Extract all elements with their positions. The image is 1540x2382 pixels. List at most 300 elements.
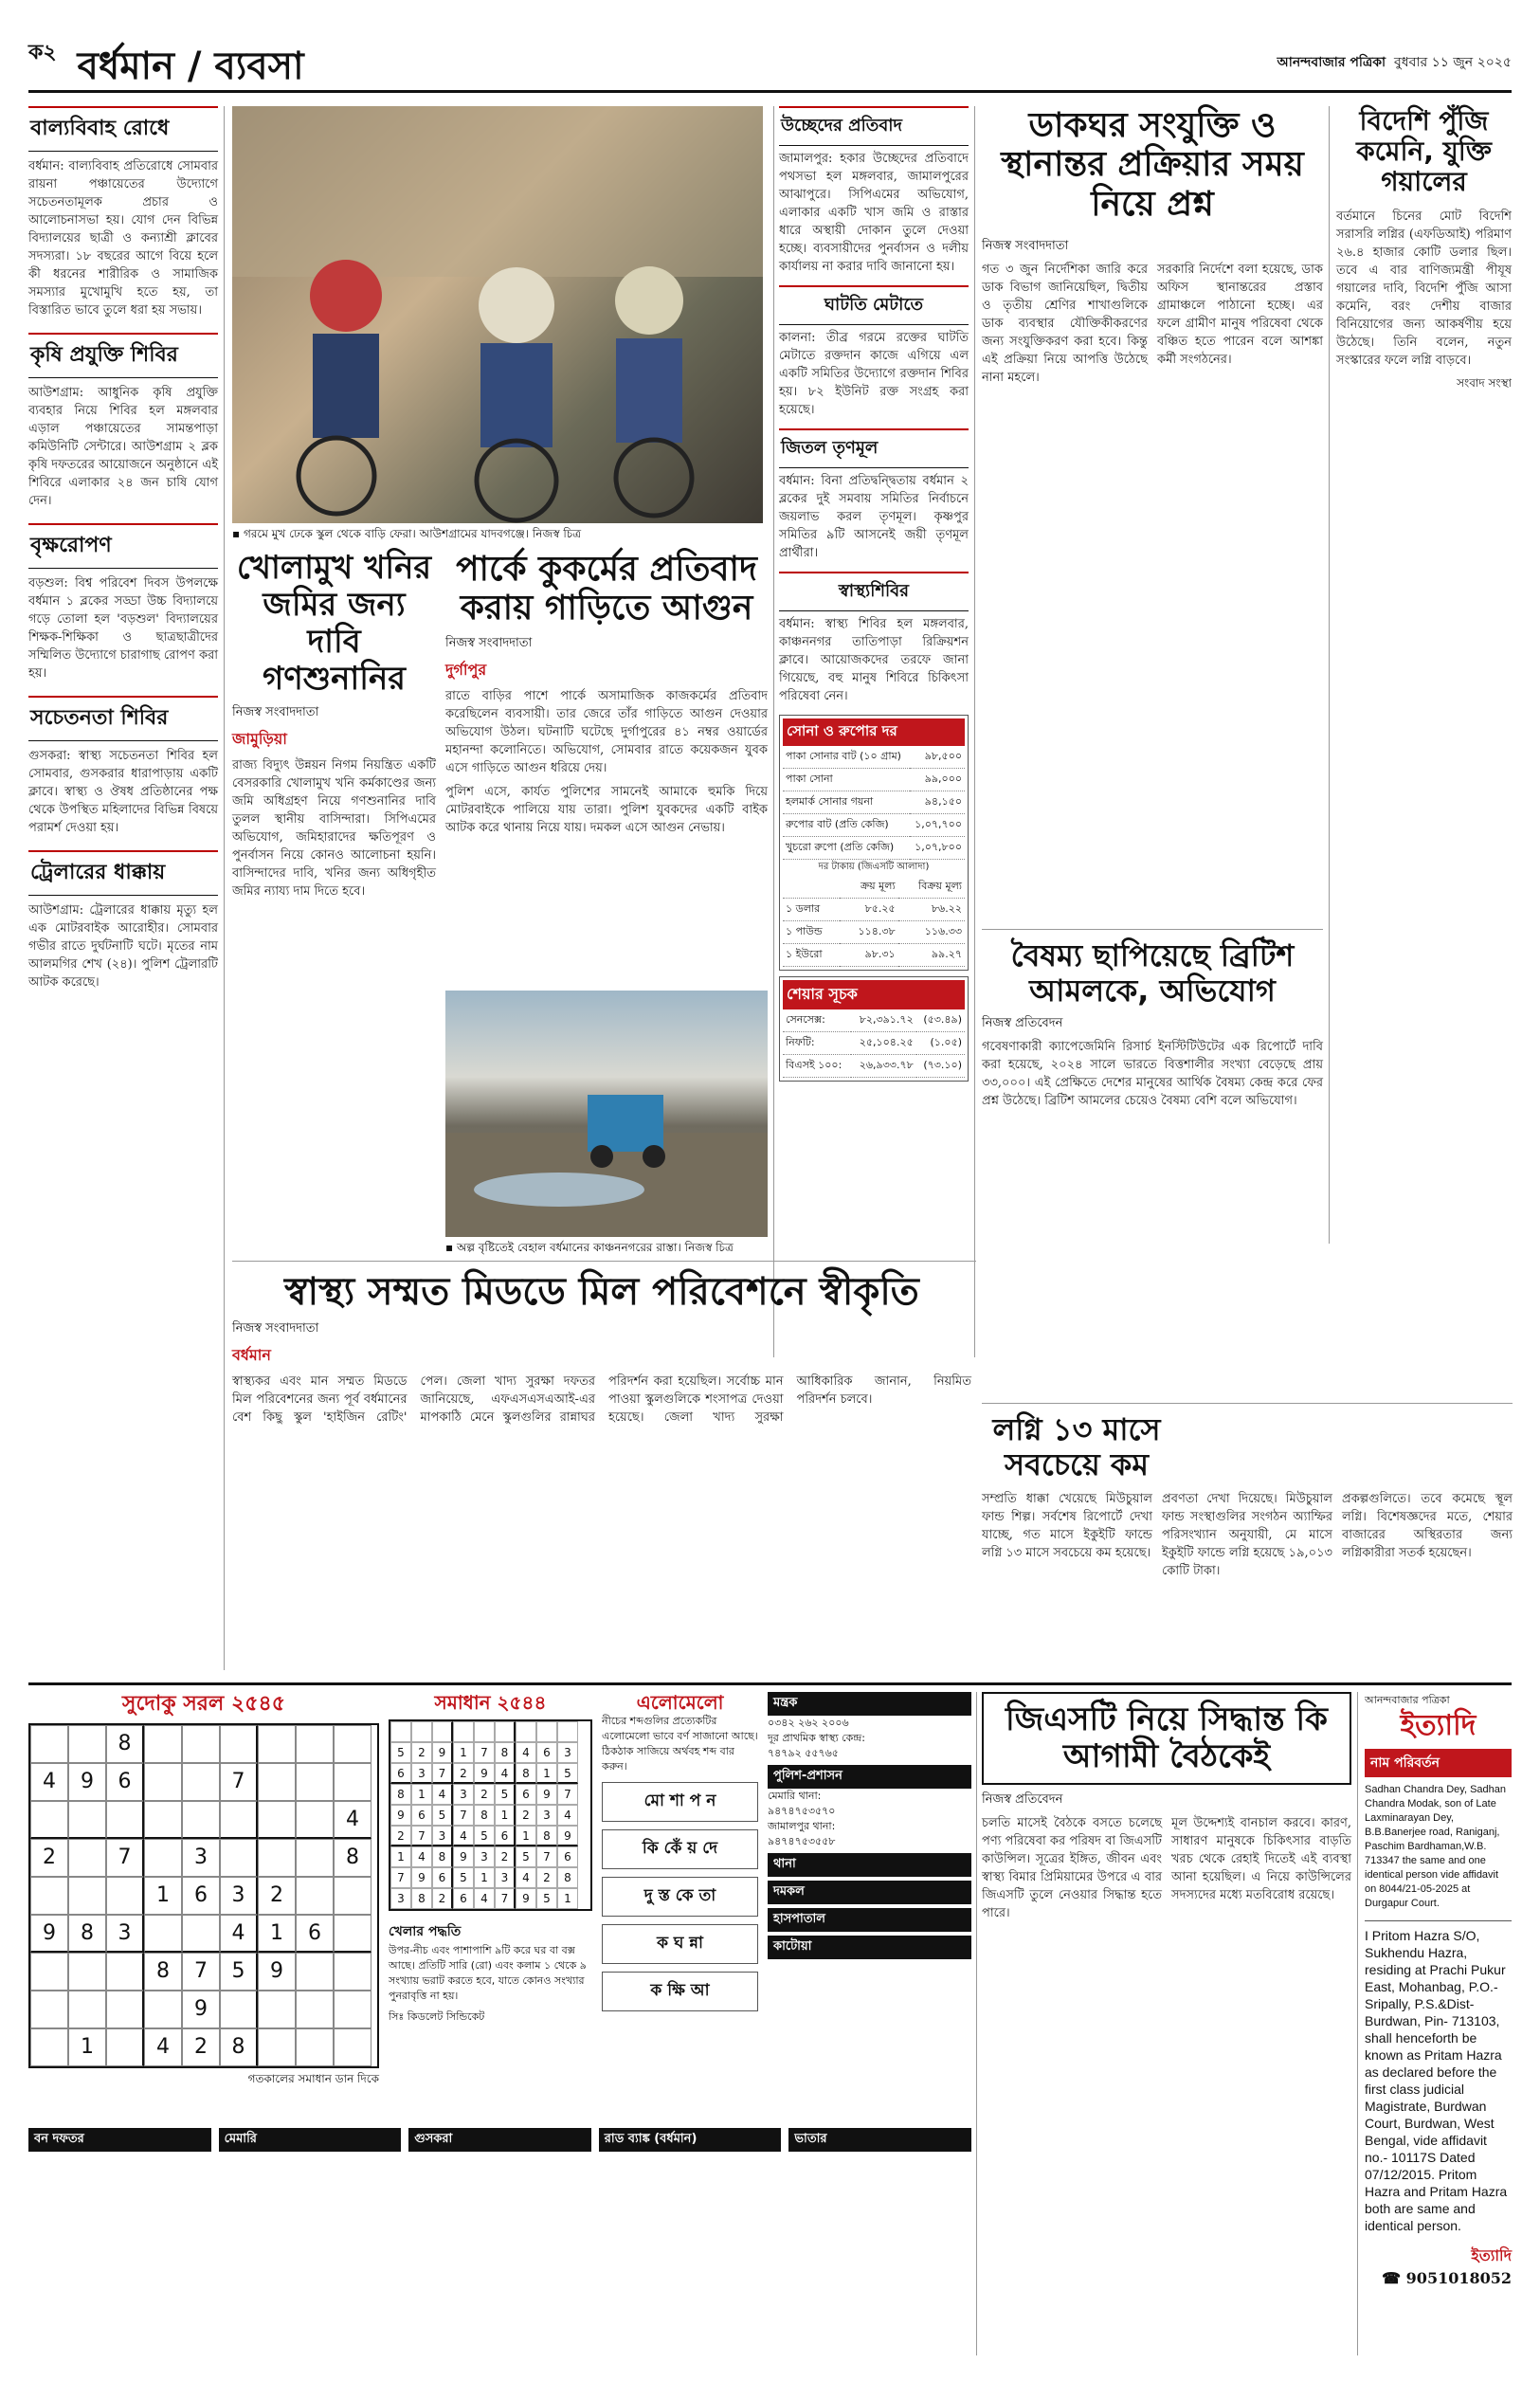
- solution-cell: 8: [474, 1805, 495, 1826]
- share-index-table: [783, 1009, 965, 1078]
- sudoku-cell[interactable]: 2: [258, 1877, 296, 1915]
- story-body: বর্তমানে চিনের মোট বিদেশি সরাসরি লগ্নির (এফডিআই) পরিমাণ ২৬.৪ হাজার কোটি ডলার ছিল। তবে এ বার বাণিজ্যমন্ত্রী পীযূষ গয়ালের দাবি, বিদেশি পুঁজি আসা কমেনি, বরং দেশীয় বাজার বিনিয়োগের জন্য আকর্ষণীয় হয়ে উঠেছে। তিনি বলেন, নতুন সংস্কারের ফলে লগ্নি বাড়বে।: [1336, 209, 1512, 368]
- sudoku-cell[interactable]: 2: [182, 2028, 220, 2066]
- solution-cell: 2: [453, 1763, 474, 1784]
- alomelo-word: দু স্ত কে তা: [602, 1877, 758, 1917]
- solution-cell: 2: [474, 1784, 495, 1805]
- solution-cell: 5: [453, 1867, 474, 1888]
- sudoku-cell[interactable]: [68, 1953, 106, 1991]
- index-change: (১.০৫): [916, 1032, 965, 1055]
- solution-cell: 3: [536, 1805, 557, 1826]
- share-row: [783, 1009, 965, 1032]
- brief-body: বর্ধমান: বাল্যবিবাহ প্রতিরোধে সোমবার রায়না পঞ্চায়েতের উদ্যোগে সচেতনতামূলক প্রচার ও আলোচনাসভা হয়। যোগ দেন বিভিন্ন বিদ্যালয়ের ছাত্রী ও কন্যাশ্রী ক্লাবের সদস্যরা। ১৮ বছরের আগে বিয়ে হলে কী ধরনের শারীরিক ও সামাজিক সমস্যার মুখোমুখি হতে হয়, তা বিস্তারিত ভাবে তুলে ধরা হয় সভায়।: [28, 159, 218, 318]
- story-baishamya: [982, 938, 1323, 1110]
- brief-body: কালনা: তীব্র গরমে রক্তের ঘাটতি মেটাতে রক্তদান কাজে এগিয়ে এল একটি সমিতির উদ্যোগে রক্তদান শিবির হয়। ৮২ ইউনিট রক্ত সংগ্রহ করা হয়েছে।: [779, 331, 969, 417]
- dateline: বর্ধমান: [232, 1346, 271, 1364]
- sudoku-cell[interactable]: 8: [106, 1725, 144, 1763]
- headline: খোলামুখ খনির জমির জন্য দাবি গণশুনানির: [236, 549, 432, 699]
- sudoku-cell[interactable]: 9: [68, 1763, 106, 1801]
- gold-row: [783, 769, 965, 791]
- solution-cell: 6: [536, 1742, 557, 1763]
- solution-title: সমাধান ২৫৪৪: [434, 1691, 547, 1714]
- photo-caption: ▪ অল্প বৃষ্টিতেই বেহাল বর্ধমানের কাঞ্চননগরের রাস্তা। নিজস্ব চিত্র: [445, 1241, 734, 1254]
- sudoku-cell[interactable]: [296, 1839, 334, 1877]
- dir-head: রাড ব্যাঙ্ক (বর্ধমান): [599, 2128, 782, 2152]
- solution-cell: 4: [557, 1805, 578, 1826]
- gold-label: পাকা সোনার বাট (১০ গ্রাম): [783, 746, 910, 769]
- solution-cell: 1: [390, 1846, 411, 1867]
- solution-cell: 6: [411, 1805, 432, 1826]
- solution-cell: 7: [453, 1805, 474, 1826]
- solution-cell: 3: [557, 1742, 578, 1763]
- name-change-notice: Sadhan Chandra Dey, Sadhan Chandra Modak, son of Late Laxminarayan Dey, B.B.Banerjee road, Raniganj, Paschim Bardhaman,W.B. 713347 the same and one identical person vide affidavit on 8044/21-05-2025 at Durgapur Court.: [1365, 1783, 1507, 1909]
- dateline: জামুড়িয়া: [232, 730, 287, 749]
- sudoku-cell[interactable]: [220, 1725, 258, 1763]
- solution-cell: [432, 1721, 453, 1742]
- dir-head: ভাতার: [788, 2128, 971, 2152]
- name-change-notice: I Pritom Hazra S/O, Sukhendu Hazra, residing at Prachi Pukur East, Mohanbag, P.O.- Sripally, P.S.&Dist- Burdwan, Pin- 713103, shall henceforth be known as Pritam Hazra as declared before the first class judicial Magistrate, Burdwan Court, Burdwan, West Bengal, vide affidavit no.- 10117S Dated 07/12/2015. Pritom Hazra and Pritam Hazra both are same and identical person.: [1365, 1920, 1512, 2234]
- sudoku-cell[interactable]: 4: [30, 1763, 68, 1801]
- index-value: ২৬,৯৩৩.৭৮: [851, 1055, 916, 1078]
- brief-head: জিতল তৃণমূল: [779, 428, 969, 468]
- solution-cell: 2: [390, 1826, 411, 1846]
- fx-rate-table: [783, 876, 965, 967]
- dir-line: দূর প্রাথমিক স্বাস্থ্য কেন্দ্র:: [768, 1732, 865, 1744]
- solution-cell: 1: [495, 1805, 516, 1826]
- brief-body: আউশগ্রাম: আধুনিক কৃষি প্রযুক্তি ব্যবহার নিয়ে শিবির হল মঙ্গলবার এড়াল পঞ্চায়েতের সামন্তপাড়া কমিউনিটি সেন্টারে। আউশগ্রাম ২ ব্লক কৃষি দফতরের আয়োজনে অনুষ্ঠানে এই শিবিরে এলাকার ২৪ জন চাষি যোগ দেন।: [28, 386, 218, 508]
- notice-band: নাম পরিবর্তন: [1365, 1749, 1512, 1777]
- story-dakghar: [982, 106, 1323, 387]
- gold-value: ৯৪,১৫০: [910, 791, 965, 814]
- solution-cell: 6: [516, 1784, 536, 1805]
- headline: পার্কে কুকর্মের প্রতিবাদ করায় গাড়িতে আগুন: [456, 550, 757, 628]
- sudoku-cell[interactable]: [296, 1725, 334, 1763]
- story-body: স্বাস্থ্যকর এবং মান সম্মত মিডডে মিল পরিবেশনের জন্য পূর্ব বর্ধমানের বেশ কিছু স্কুল 'হাইজিন রেটিং' পেল। জেলা খাদ্য সুরক্ষা দফতর জানিয়েছে, এফএসএসএআই-এর মাপকাঠি মেনে স্কুলগুলির রান্নাঘর পরিদর্শন করা হয়েছিল। সর্বোচ্চ মান পাওয়া স্কুলগুলিকে শংসাপত্র দেওয়া হয়েছে। জেলা খাদ্য সুরক্ষা আধিকারিক জানান, নিয়মিত পরিদর্শন চলবে।: [232, 1374, 971, 1425]
- sudoku-grid[interactable]: [28, 1723, 379, 2068]
- issue-date: আনন্দবাজার পত্রিকা বুধবার ১১ জুন ২০২৫: [1277, 55, 1512, 70]
- gold-label: পাকা সোনা: [783, 769, 910, 791]
- section-title: $^{ক২}$ বর্ধমান / ব্যবসা: [28, 41, 304, 88]
- share-row: [783, 1032, 965, 1055]
- dir-head: দমকল: [768, 1881, 971, 1904]
- solution-cell: 1: [411, 1784, 432, 1805]
- solution-cell: 8: [536, 1826, 557, 1846]
- gold-rate-head: সোনা ও রুপোর দর: [783, 718, 965, 746]
- solution-cell: 4: [411, 1846, 432, 1867]
- fx-col-head: ক্রয় মূল্য: [840, 876, 897, 899]
- solution-cell: 8: [432, 1846, 453, 1867]
- sudoku-cell[interactable]: [68, 1991, 106, 2028]
- sudoku-cell[interactable]: [68, 1801, 106, 1839]
- sudoku-cell[interactable]: [220, 1801, 258, 1839]
- sudoku-cell[interactable]: [106, 1801, 144, 1839]
- story-body: মূল উদ্দেশ্যই বানচাল করবে। কারণ, সাধারণ মানুষকে চিকিৎসার বাড়তি খরচ থেকে রেহাই দিতেই এই ব্যবস্থা আনা হয়েছিল। এ নিয়ে কাউন্সিলের সদস্যদের মধ্যে মতবিরোধ রয়েছে।: [1171, 1816, 1351, 1903]
- credit: সংবাদ সংস্থা: [1457, 375, 1512, 390]
- alomelo-title: এলোমেলো: [636, 1691, 724, 1714]
- sudoku-cell[interactable]: [258, 1839, 296, 1877]
- index-value: ২৫,১০৪.২৫: [851, 1032, 916, 1055]
- fx-row: [783, 944, 965, 967]
- solution-cell: 3: [495, 1867, 516, 1888]
- sudoku-cell[interactable]: 9: [30, 1915, 68, 1953]
- solution-cell: [536, 1721, 557, 1742]
- alomelo-word: ক ক্ষি আ: [602, 1972, 758, 2011]
- brief-body: বর্ধমান: স্বাস্থ্য শিবির হল মঙ্গলবার, কাঞ্চননগর তাতিপাড়া রিক্রিয়শন ক্লাবে। আয়োজকদের তরফে জানা গিয়েছে, বহু মানুষ শিবিরে চিকিৎসা পরিষেবা নেন।: [779, 617, 969, 703]
- sudoku-cell[interactable]: [144, 1763, 182, 1801]
- gold-value: ১,০৭,৮০০: [910, 837, 965, 860]
- page-number: ক২: [28, 41, 57, 64]
- sudoku-solution: [389, 1692, 592, 2025]
- solution-cell: 8: [411, 1888, 432, 1909]
- index-change: (৭৩.১০): [916, 1055, 965, 1078]
- fx-col-head: বিক্রয় মূল্য: [898, 876, 965, 899]
- sudoku-cell[interactable]: 6: [182, 1877, 220, 1915]
- solution-cell: 4: [432, 1784, 453, 1805]
- middle-briefs-column: [779, 106, 969, 1082]
- solution-cell: 9: [516, 1888, 536, 1909]
- dir-head: পুলিশ-প্রশাসন: [768, 1765, 971, 1789]
- headline: বিদেশি পুঁজি কমেনি, যুক্তি গয়ালের: [1356, 105, 1492, 198]
- fx-sell: ৮৬.২২: [898, 899, 965, 921]
- sudoku-cell[interactable]: 4: [144, 2028, 182, 2066]
- sudoku-cell[interactable]: 3: [106, 1915, 144, 1953]
- headline: জিএসটি নিয়ে সিদ্ধান্ত কি আগামী বৈঠকেই: [982, 1692, 1351, 1785]
- gold-row: [783, 746, 965, 769]
- solution-cell: 9: [557, 1826, 578, 1846]
- solution-cell: 5: [432, 1805, 453, 1826]
- dir-line: ০৩৪২ ২৬২ ২০০৬: [768, 1717, 849, 1729]
- sudoku-cell[interactable]: [144, 1725, 182, 1763]
- sudoku-cell[interactable]: 7: [220, 1763, 258, 1801]
- dir-head: বন দফতর: [28, 2128, 211, 2152]
- solution-cell: 1: [536, 1763, 557, 1784]
- story-body: রাজ্য বিদ্যুৎ উন্নয়ন নিগম নিয়ন্ত্রিত একটি বেসরকারি খোলামুখ খনি কর্মকাণ্ডের জন্য জমি অধিগ্রহণ নিয়ে গণশুনানির দাবি তুলল স্থানীয় বাসিন্দারা। সিপিএমের অভিযোগ, জমিহারাদের ক্ষতিপূরণ ও পুনর্বাসন নিয়ে কোনও আলোচনা হয়নি। বাসিন্দাদের দাবি, খনির জন্য অধিগৃহীত জমির ন্যায্য দাম দিতে হবে।: [232, 758, 436, 900]
- solution-cell: 7: [432, 1763, 453, 1784]
- solution-cell: [411, 1721, 432, 1742]
- gold-rate-table: [783, 746, 965, 860]
- solution-cell: 7: [495, 1888, 516, 1909]
- dir-line: মেমারি থানা:: [768, 1790, 822, 1802]
- sudoku-puzzle: [28, 1692, 379, 2090]
- solution-cell: 8: [557, 1867, 578, 1888]
- story-body: পুলিশ এসে, কার্যত পুলিশের সামনেই আমাকে হুমকি দিয়ে মোটরবাইকে পালিয়ে যায় তারা। পুলিশ যুবকদের একটি বাইক আটক করে থানায় নিয়ে যায়। দমকল এসে আগুন নেভায়।: [445, 784, 768, 835]
- story-park: [445, 550, 768, 837]
- sudoku-cell[interactable]: [296, 1953, 334, 1991]
- photo-caption: ▪ গরমে মুখ ঢেকে স্কুল থেকে বাড়ি ফেরা। আউশগ্রামের যাদবগঞ্জে। নিজস্ব চিত্র: [232, 527, 582, 540]
- solution-cell: 5: [516, 1846, 536, 1867]
- sudoku-cell[interactable]: [296, 1877, 334, 1915]
- sudoku-cell[interactable]: 7: [106, 1839, 144, 1877]
- alomelo-words: [602, 1782, 758, 2011]
- story-gst: [982, 1692, 1351, 1922]
- sudoku-cell[interactable]: 9: [258, 1953, 296, 1991]
- fx-currency: ১ পাউন্ড: [783, 921, 840, 944]
- brief-head: ট্রেলারের ধাক্কায়: [28, 850, 218, 896]
- rules-body: উপর-নীচ এবং পাশাপাশি ৯টি করে ঘর বা বক্স আছে। প্রতিটি সারি (রো) এবং কলাম ১ থেকে ৯ সংখ্যায় ভরাট করতে হবে, যাতে কোনও সংখ্যার পুনরাবৃত্তি না হয়।: [389, 1944, 587, 2002]
- story-bideshi: [1336, 106, 1512, 394]
- sudoku-cell[interactable]: [106, 1953, 144, 1991]
- solution-cell: [495, 1721, 516, 1742]
- sudoku-cell[interactable]: 3: [220, 1877, 258, 1915]
- sudoku-cell[interactable]: [258, 1725, 296, 1763]
- solution-cell: 4: [516, 1742, 536, 1763]
- solution-cell: 4: [474, 1888, 495, 1909]
- index-change: (৫৩.৪৯): [916, 1009, 965, 1032]
- solution-cell: 6: [557, 1846, 578, 1867]
- solution-cell: [474, 1721, 495, 1742]
- solution-cell: 5: [536, 1888, 557, 1909]
- sudoku-cell[interactable]: 3: [182, 1839, 220, 1877]
- brief-body: বর্ধমান: বিনা প্রতিদ্বন্দ্বিতায় বর্ধমান ২ ব্লকের দুই সমবায় সমিতির নির্বাচনে জয়লাভ করল তৃণমূল। কৃষ্ণপুর সমিতির ৯টি আসনেই জয়ী তৃণমূল প্রার্থীরা।: [779, 474, 969, 560]
- solution-cell: 3: [390, 1888, 411, 1909]
- gold-rate-box: [779, 715, 969, 971]
- brief-head: সচেতনতা শিবির: [28, 696, 218, 741]
- sudoku-cell[interactable]: 4: [334, 1801, 371, 1839]
- solution-cell: 5: [495, 1784, 516, 1805]
- sudoku-cell[interactable]: [296, 2028, 334, 2066]
- solution-cell: 5: [557, 1763, 578, 1784]
- sudoku-cell[interactable]: 6: [106, 1763, 144, 1801]
- solution-cell: 2: [432, 1888, 453, 1909]
- sudoku-cell[interactable]: [30, 1801, 68, 1839]
- sudoku-cell[interactable]: [258, 2028, 296, 2066]
- fx-row: [783, 899, 965, 921]
- story-body: রাতে বাড়ির পাশে পার্কে অসামাজিক কাজকর্মের প্রতিবাদ করেছিলেন ব্যবসায়ী। তার জেরে তাঁর গাড়িতে আগুন দেওয়ার অভিযোগ উঠল। ঘটনাটি ঘটেছে দুর্গাপুরের ৪১ নম্বর ওয়ার্ডের মহানন্দা কলোনিতে। অভিযোগ, সোমবার রাতে কয়েকজন যুবক এসে গাড়িতে আগুন ধরিয়ে দেয়।: [445, 688, 768, 775]
- solution-grid: [389, 1719, 592, 1911]
- photo-road: [445, 991, 768, 1259]
- story-body: সরকারি নির্দেশে বলা হয়েছে, ডাক অফিস স্থানান্তরের প্রস্তাব গ্রামাঞ্চলে পাঠানো হচ্ছে। এর ফলে গ্রামীণ মানুষ পরিষেবা থেকে বঞ্চিত হতে পারেন বলে আশঙ্কা কর্মী সংগঠনের।: [1157, 263, 1323, 368]
- index-name: নিফটি:: [783, 1032, 851, 1055]
- left-briefs-column: [28, 106, 218, 1005]
- sudoku-cell[interactable]: 9: [182, 1991, 220, 2028]
- sudoku-cell[interactable]: [106, 2028, 144, 2066]
- gold-row: [783, 814, 965, 837]
- credit: সিঃ কিডলেট সিন্ডিকেট: [389, 2010, 485, 2023]
- share-index-box: [779, 976, 969, 1082]
- solution-cell: 3: [453, 1784, 474, 1805]
- brief-body: আউশগ্রাম: ট্রেলারের ধাক্কায় মৃত্যু হল এক মোটরবাইক আরোহীর। সোমবার গভীর রাতে দুর্ঘটনাটি ঘটে। মৃতের নাম আলমগির শেখ (২৪)। পুলিশ ট্রেলারটি আটক করেছে।: [28, 903, 218, 990]
- sudoku-cell[interactable]: [144, 1839, 182, 1877]
- story-body: প্রকল্পগুলিতে। তবে কমেছে স্থূল লগ্নি। বিশেষজ্ঞদের মতে, শেয়ার বাজারের অস্থিরতার জন্য লগ্নিকারীরা সতর্ক হয়েছেন।: [1342, 1491, 1513, 1560]
- sudoku-cell[interactable]: [30, 1991, 68, 2028]
- sudoku-cell[interactable]: [182, 1801, 220, 1839]
- brief-head: উচ্ছেদের প্রতিবাদ: [779, 106, 969, 146]
- alomelo-word: ক ঘ ন্না: [602, 1924, 758, 1964]
- solution-cell: 7: [474, 1742, 495, 1763]
- headline: স্বাস্থ্য সম্মত মিডডে মিল পরিবেশনে স্বীকৃতি: [284, 1270, 919, 1314]
- gold-value: ৯৯,০০০: [910, 769, 965, 791]
- byline: নিজস্ব সংবাদদাতা: [232, 1321, 319, 1336]
- byline: নিজস্ব প্রতিবেদন: [982, 1792, 1063, 1808]
- story-body: সম্প্রতি ধাক্কা খেয়েছে মিউচুয়াল ফান্ড শিল্প। সর্বশেষ রিপোর্টে দেখা যাচ্ছে, গত মাসে ইকুইটি ফান্ডে লগ্নি ১৩ মাসে সবচেয়ে কম হয়েছে।: [982, 1491, 1152, 1560]
- story-lagni: [982, 1412, 1513, 1580]
- sudoku-title: সুদোকু সরল ২৫৪৫: [121, 1692, 286, 1716]
- paper-name: আনন্দবাজার পত্রিকা: [1365, 1694, 1450, 1706]
- brief-body: বড়শুল: বিশ্ব পরিবেশ দিবস উপলক্ষে বর্ধমান ১ ব্লকের সড্ডা উচ্চ বিদ্যালয়ে গড়ে তোলা হল 'বড়শুল' বিদ্যালয়ের শিক্ষক-শিক্ষিকা ও ছাত্রছাত্রীদের সম্মিলিত উদ্যোগে চারাগাছ রোপণ করা হয়।: [28, 576, 218, 681]
- sudoku-cell[interactable]: [30, 2028, 68, 2066]
- solution-cell: 5: [474, 1826, 495, 1846]
- sudoku-cell[interactable]: [220, 1839, 258, 1877]
- solution-cell: 6: [453, 1888, 474, 1909]
- sudoku-cell[interactable]: 6: [296, 1915, 334, 1953]
- sudoku-cell[interactable]: [334, 1953, 371, 1991]
- index-value: ৮২,৩৯১.৭২: [851, 1009, 916, 1032]
- brief-body: জামালপুর: হকার উচ্ছেদের প্রতিবাদে পথসভা হল মঙ্গলবার, জামালপুরের আঝাপুরে। সিপিএমের অভিযোগ, এলাকার একটি খাস জমি ও রাস্তার ধারে অস্থায়ী দোকান তুলে দেওয়া হচ্ছে। ব্যবসায়ীদের পুনর্বাসন ও দলীয় কার্যালয় না করার দাবি জানানো হয়।: [779, 152, 969, 274]
- solution-cell: 9: [474, 1763, 495, 1784]
- solution-cell: 4: [516, 1867, 536, 1888]
- sudoku-cell[interactable]: [296, 1763, 334, 1801]
- sudoku-cell[interactable]: 7: [182, 1953, 220, 1991]
- sudoku-cell[interactable]: 1: [68, 2028, 106, 2066]
- sudoku-cell[interactable]: [30, 1725, 68, 1763]
- gold-value: ৯৮,৫০০: [910, 746, 965, 769]
- sudoku-cell[interactable]: 8: [220, 2028, 258, 2066]
- sudoku-cell[interactable]: 8: [334, 1839, 371, 1877]
- sudoku-cell[interactable]: 8: [68, 1915, 106, 1953]
- brief-body: গুসকরা: স্বাস্থ্য সচেতনতা শিবির হল সোমবার, গুসকরার ধারাপাড়ায় একটি ক্লাবে। স্বাস্থ্য ও ঔষধ প্রতিষ্ঠানের পক্ষ থেকে উপস্থিত মহিলাদের বিভিন্ন বিষয়ে পরামর্শ দেওয়া হয়।: [28, 749, 218, 835]
- sudoku-cell[interactable]: 1: [258, 1915, 296, 1953]
- sudoku-cell[interactable]: [68, 1725, 106, 1763]
- solution-cell: 9: [390, 1805, 411, 1826]
- sudoku-cell[interactable]: [68, 1877, 106, 1915]
- sudoku-cell[interactable]: [182, 1763, 220, 1801]
- solution-cell: 2: [536, 1867, 557, 1888]
- share-row: [783, 1055, 965, 1078]
- solution-cell: 6: [390, 1763, 411, 1784]
- brief-head: বৃক্ষরোপণ: [28, 523, 218, 569]
- sudoku-cell[interactable]: [258, 1763, 296, 1801]
- solution-cell: 7: [557, 1784, 578, 1805]
- gold-label: রুপোর বাট (প্রতি কেজি): [783, 814, 910, 837]
- sudoku-cell[interactable]: [334, 2028, 371, 2066]
- ityadi-footer: ইত্যাদি ☎ 9051018052: [1382, 2246, 1512, 2287]
- ityadi-logo: ইত্যাদি: [1400, 1709, 1477, 1742]
- index-name: বিএসই ১০০:: [783, 1055, 851, 1078]
- sudoku-cell[interactable]: [334, 1877, 371, 1915]
- directory-column: [768, 1692, 971, 1959]
- sudoku-cell[interactable]: [182, 1915, 220, 1953]
- story-midday-meal: [232, 1270, 971, 1427]
- sudoku-cell[interactable]: 5: [220, 1953, 258, 1991]
- road-illustration: [445, 991, 768, 1237]
- solution-cell: 6: [432, 1867, 453, 1888]
- sudoku-cell[interactable]: [334, 1763, 371, 1801]
- fx-row: [783, 921, 965, 944]
- sudoku-cell[interactable]: [68, 1839, 106, 1877]
- dir-line: জামালপুর থানা:: [768, 1820, 836, 1832]
- brief-head: ঘাটতি মেটাতে: [779, 285, 969, 325]
- headline: বৈষম্য ছাপিয়েছে ব্রিটিশ আমলকে, অভিযোগ: [1010, 937, 1295, 1009]
- brief-head: স্বাস্থ্যশিবির: [779, 572, 969, 611]
- sudoku-cell[interactable]: [334, 1725, 371, 1763]
- sudoku-cell[interactable]: [106, 1877, 144, 1915]
- dir-head: মেমারি: [219, 2128, 402, 2152]
- solution-cell: [453, 1721, 474, 1742]
- byline: নিজস্ব সংবাদদাতা: [982, 239, 1069, 254]
- masthead: [28, 27, 1512, 93]
- sudoku-cell[interactable]: [220, 1991, 258, 2028]
- gold-note: দর টাকায় (জিএসটি আলাদা): [818, 862, 930, 872]
- sudoku-cell[interactable]: [334, 1991, 371, 2028]
- phone-number: 9051018052: [1405, 2268, 1512, 2287]
- brief-head: কৃষি প্রযুক্তি শিবির: [28, 333, 218, 378]
- alomelo-puzzle: [602, 1692, 758, 2011]
- gold-value: ১,০৭,৭০০: [910, 814, 965, 837]
- story-body: প্রবণতা দেখা দিয়েছে। মিউচুয়াল ফান্ড সংস্থাগুলির সংগঠন অ্যাম্ফির পরিসংখ্যান অনুযায়ী, মে মাসে ইকুইটি ফান্ডে লগ্নি হয়েছে ১৯,০১৩ কোটি টাকা।: [1162, 1491, 1332, 1578]
- solution-cell: 7: [536, 1846, 557, 1867]
- sudoku-cell[interactable]: [258, 1991, 296, 2028]
- photo-image: [445, 991, 768, 1237]
- solution-cell: 3: [474, 1846, 495, 1867]
- gold-row: [783, 837, 965, 860]
- sudoku-cell[interactable]: [144, 1915, 182, 1953]
- photo-image: [232, 106, 763, 523]
- sudoku-cell[interactable]: 2: [30, 1839, 68, 1877]
- phone-icon: ☎: [1382, 2268, 1402, 2287]
- gold-label: হলমার্ক সোনার গয়না: [783, 791, 910, 814]
- solution-cell: 8: [516, 1763, 536, 1784]
- sudoku-cell[interactable]: [106, 1991, 144, 2028]
- fx-currency: ১ ডলার: [783, 899, 840, 921]
- solution-cell: 4: [453, 1826, 474, 1846]
- sudoku-cell[interactable]: [258, 1801, 296, 1839]
- solution-cell: 3: [432, 1826, 453, 1846]
- fx-buy: ৮৫.২৫: [840, 899, 897, 921]
- sudoku-cell[interactable]: [30, 1877, 68, 1915]
- dateline: দুর্গাপুর: [445, 660, 487, 679]
- sudoku-cell[interactable]: 4: [220, 1915, 258, 1953]
- solution-cell: 2: [495, 1846, 516, 1867]
- solution-cell: 8: [495, 1742, 516, 1763]
- alomelo-word: মো শা প ন: [602, 1782, 758, 1822]
- byline: নিজস্ব সংবাদদাতা: [232, 705, 319, 720]
- headline: লগ্নি ১৩ মাসে সবচেয়ে কম: [992, 1411, 1161, 1482]
- sudoku-cell[interactable]: [144, 1991, 182, 2028]
- solution-cell: 9: [453, 1846, 474, 1867]
- brief-head: বাল্যবিবাহ রোধে: [28, 106, 218, 152]
- byline: নিজস্ব সংবাদদাতা: [445, 635, 533, 650]
- solution-cell: [557, 1721, 578, 1742]
- dir-head: মন্ত্রক: [768, 1692, 971, 1716]
- solution-cell: 2: [411, 1742, 432, 1763]
- sudoku-cell[interactable]: [144, 1801, 182, 1839]
- alomelo-word: কি কেঁ য় দে: [602, 1829, 758, 1869]
- fx-sell: ৯৯.২৭: [898, 944, 965, 967]
- gold-label: খুচরো রুপো (প্রতি কেজি): [783, 837, 910, 860]
- solution-cell: 7: [411, 1826, 432, 1846]
- story-body: চলতি মাসেই বৈঠকে বসতে চলেছে পণ্য পরিষেবা কর পরিষদ বা জিএসটি কাউন্সিল। সূত্রের ইঙ্গিত, জীবন এবং স্বাস্থ্য বিমার প্রিমিয়ামের উপরে এ বার জিএসটি তুলে নেওয়ার সিদ্ধান্ত হতে পারে।: [982, 1816, 1162, 1921]
- sudoku-cell[interactable]: 1: [144, 1877, 182, 1915]
- sudoku-cell[interactable]: [30, 1953, 68, 1991]
- solution-cell: 1: [474, 1867, 495, 1888]
- solution-cell: 1: [453, 1742, 474, 1763]
- gold-row: [783, 791, 965, 814]
- dir-head: গুসকরা: [408, 2128, 591, 2152]
- solution-cell: 4: [495, 1763, 516, 1784]
- sudoku-cell[interactable]: 8: [144, 1953, 182, 1991]
- solution-cell: 3: [411, 1763, 432, 1784]
- fx-buy: ১১৪.৩৮: [840, 921, 897, 944]
- sudoku-cell[interactable]: [296, 1801, 334, 1839]
- sudoku-cell[interactable]: [182, 1725, 220, 1763]
- solution-cell: [390, 1721, 411, 1742]
- headline: ডাকঘর সংযুক্তি ও স্থানান্তর প্রক্রিয়ার সময় নিয়ে প্রশ্ন: [1001, 106, 1304, 224]
- photo-cyclists: [232, 106, 763, 545]
- dir-line: ৭৪৭৯২ ৫৫৭৬৫: [768, 1747, 839, 1759]
- sudoku-cell[interactable]: [334, 1915, 371, 1953]
- cyclists-illustration: [232, 106, 763, 523]
- sudoku-cell[interactable]: [296, 1991, 334, 2028]
